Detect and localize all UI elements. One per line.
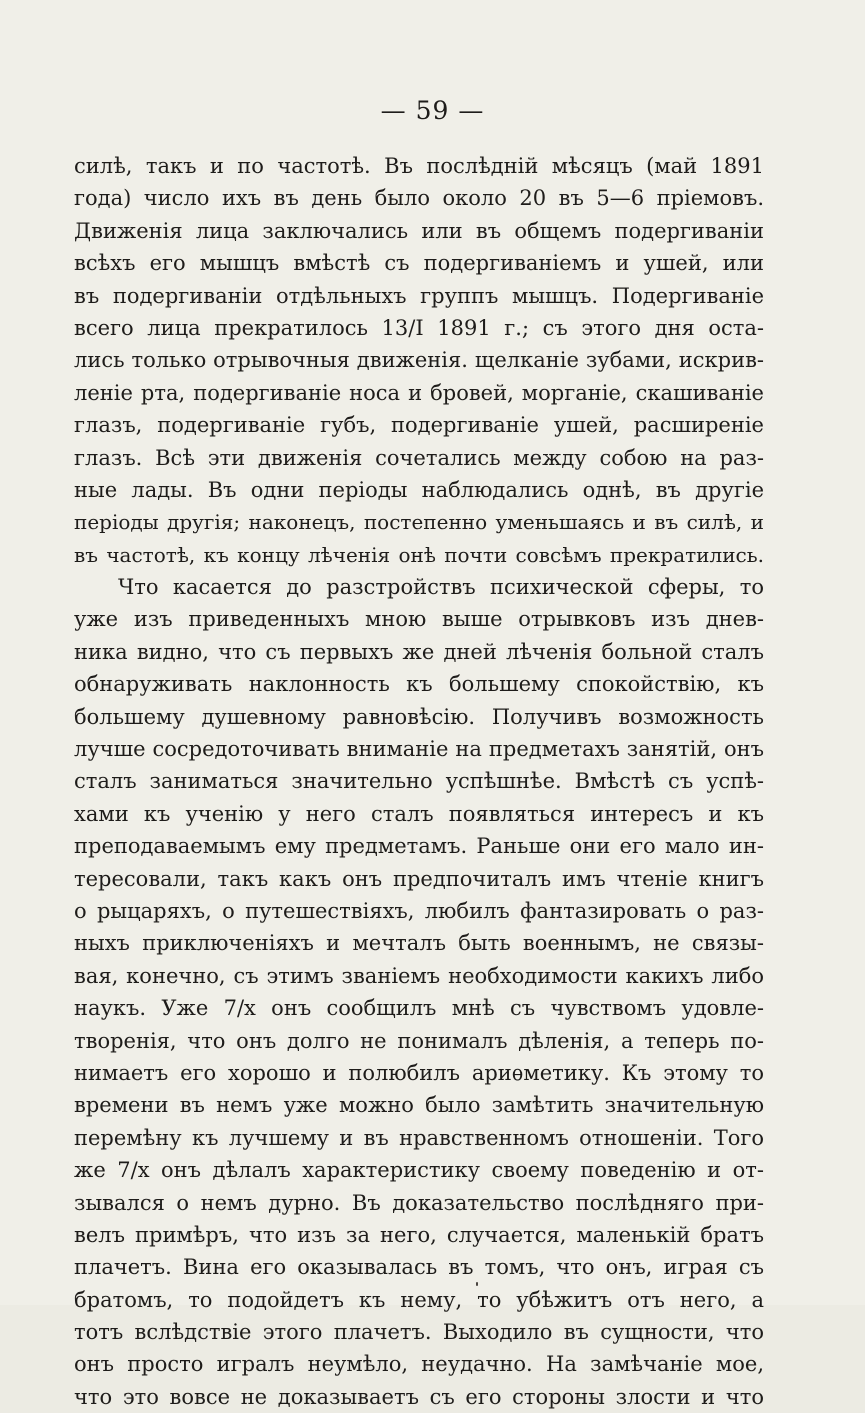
- text-line: въ подергиванiи отдѣльныхъ группъ мышцъ. Подергиванiе: [74, 283, 764, 308]
- text-line: зывался о немъ дурно. Въ доказательство послѣдняго при-: [74, 1190, 764, 1215]
- text-line: глазъ, подергиванiе губъ, подергиванiе ушей, расширенiе: [74, 413, 764, 438]
- text-line: тотъ вслѣдствiе этого плачетъ. Выходило въ сущности, что: [74, 1320, 764, 1345]
- text-line: братомъ, то подойдетъ къ нему, то убѣжитъ отъ него, а: [74, 1287, 764, 1312]
- text-line: глазъ. Всѣ эти движенiя сочетались между собою на раз-: [74, 445, 764, 470]
- text-line: ленiе рта, подергиванiе носа и бровей, морганiе, скашиванiе: [74, 380, 764, 405]
- text-line: Что касается до разстройствъ психической сферы, то: [118, 575, 764, 600]
- text-line: силѣ, такъ и по частотѣ. Въ послѣднiй мѣсяцъ (май 1891: [74, 154, 764, 178]
- text-line: же 7/x онъ дѣлалъ характеристику своему поведенiю и от-: [74, 1158, 764, 1183]
- text-line: преподаваемымъ ему предметамъ. Раньше они его мало ин-: [74, 834, 764, 859]
- text-line: онъ просто игралъ неумѣло, неудачно. На замѣчанiе мое,: [74, 1352, 764, 1377]
- text-line: о рыцаряхъ, о путешествiяхъ, любилъ фантазировать о раз-: [74, 898, 764, 923]
- text-line: творенiя, что онъ долго не понималъ дѣленiя, а теперь по-: [74, 1028, 764, 1053]
- page-number: — 59 —: [380, 96, 485, 125]
- text-line: наукъ. Уже 7/x онъ сообщилъ мнѣ съ чувствомъ удовле-: [74, 996, 764, 1021]
- text-line: что это вовсе не доказываетъ съ его стороны злости и что: [74, 1384, 764, 1409]
- text-line: лучше сосредоточивать вниманiе на предметахъ занятiй, онъ: [74, 737, 764, 762]
- text-line: времени въ немъ уже можно было замѣтить значительную: [74, 1093, 764, 1118]
- text-line: перiоды другiя; наконецъ, постепенно уменьшаясь и въ силѣ, и: [74, 510, 764, 535]
- text-line: перемѣну къ лучшему и въ нравственномъ отношенiи. Того: [74, 1125, 764, 1150]
- text-line: ные лады. Въ одни перiоды наблюдались однѣ, въ другiе: [74, 477, 764, 502]
- text-line: въ частотѣ, къ концу лѣченiя онѣ почти совсѣмъ прекратились.: [74, 542, 764, 567]
- text-line: плачетъ. Вина его оказывалась въ томъ, что онъ, играя съ: [74, 1255, 764, 1280]
- body-text: [74, 150, 764, 1413]
- text-line: всего лица прекратилось 13/I 1891 г.; съ этого дня оста-: [74, 315, 764, 340]
- text-line: нимаетъ его хорошо и полюбилъ ариѳметику. Къ этому то: [74, 1060, 764, 1085]
- text-line: обнаруживать наклонность къ большему спокойствiю, къ: [74, 672, 764, 697]
- text-line: сталъ заниматься значительно успѣшнѣе. Вмѣстѣ съ успѣ-: [74, 769, 764, 794]
- text-line: всѣхъ его мышцъ вмѣстѣ съ подергиванiемъ и ушей, или: [74, 251, 764, 276]
- text-line: велъ примѣръ, что изъ за него, случается, маленькiй братъ: [74, 1222, 764, 1247]
- text-line: ника видно, что съ первыхъ же дней лѣченiя больной сталъ: [74, 639, 764, 664]
- paper-speck: [476, 1282, 478, 1286]
- text-line: года) число ихъ въ день было около 20 въ 5—6 прiемовъ.: [74, 186, 764, 211]
- text-line: лись только отрывочныя движенiя. щелканiе зубами, искрив-: [74, 348, 764, 373]
- text-line: большему душевному равновѣсiю. Получивъ возможность: [74, 704, 764, 729]
- text-line: Движенiя лица заключались или въ общемъ подергиванiи: [74, 218, 764, 243]
- text-line: тересовали, такъ какъ онъ предпочиталъ имъ чтенiе книгъ: [74, 866, 764, 891]
- text-line: хами къ ученiю у него сталъ появляться интересъ и къ: [74, 801, 764, 826]
- text-line: вая, конечно, съ этимъ званiемъ необходимости какихъ либо: [74, 963, 764, 988]
- text-line: ныхъ приключенiяхъ и мечталъ быть военнымъ, не связы-: [74, 931, 764, 956]
- text-line: уже изъ приведенныхъ мною выше отрывковъ изъ днев-: [74, 607, 764, 632]
